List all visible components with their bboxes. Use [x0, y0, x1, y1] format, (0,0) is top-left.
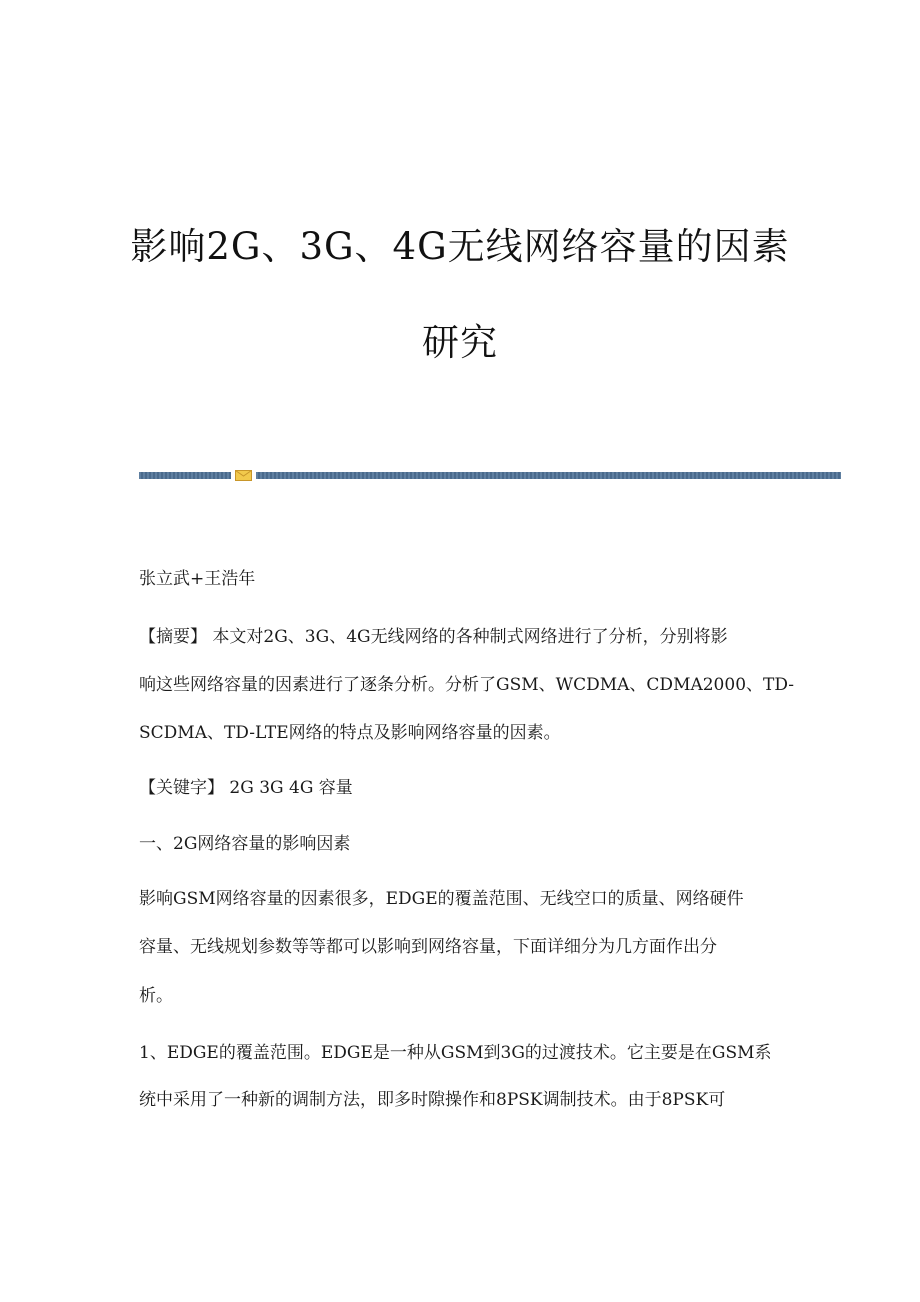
divider-bar-left — [139, 472, 231, 479]
divider-bar-right — [256, 472, 841, 479]
paragraph-line: 统中采用了一种新的调制方法，即多时隙操作和8PSK调制技术。由于8PSK可 — [139, 1090, 726, 1110]
abstract-line: 【摘要】 本文对2G、3G、4G无线网络的各种制式网络进行了分析，分别将影 — [139, 627, 728, 647]
paragraph-line: 1、EDGE的覆盖范围。EDGE是一种从GSM到3G的过渡技术。它主要是在GSM系 — [139, 1043, 772, 1063]
authors: 张立武+王浩年 — [139, 569, 256, 589]
title-line-2: 研究 — [422, 321, 498, 364]
keywords: 【关键字】 2G 3G 4G 容量 — [139, 778, 353, 798]
abstract-line: SCDMA、TD-LTE网络的特点及影响网络容量的因素。 — [139, 723, 561, 743]
title-line-1: 影响2G、3G、4G无线网络容量的因素 — [130, 225, 790, 268]
paragraph-line: 容量、无线规划参数等等都可以影响到网络容量，下面详细分为几方面作出分 — [139, 937, 717, 957]
title-divider — [139, 471, 841, 480]
abstract-line: 响这些网络容量的因素进行了逐条分析。分析了GSM、WCDMA、CDMA2000、TD- — [139, 675, 795, 695]
paragraph-line: 影响GSM网络容量的因素很多，EDGE的覆盖范围、无线空口的质量、网络硬件 — [139, 889, 744, 909]
paragraph-line: 析。 — [139, 986, 173, 1006]
envelope-icon — [235, 470, 252, 481]
section-heading: 一、2G网络容量的影响因素 — [139, 834, 351, 854]
